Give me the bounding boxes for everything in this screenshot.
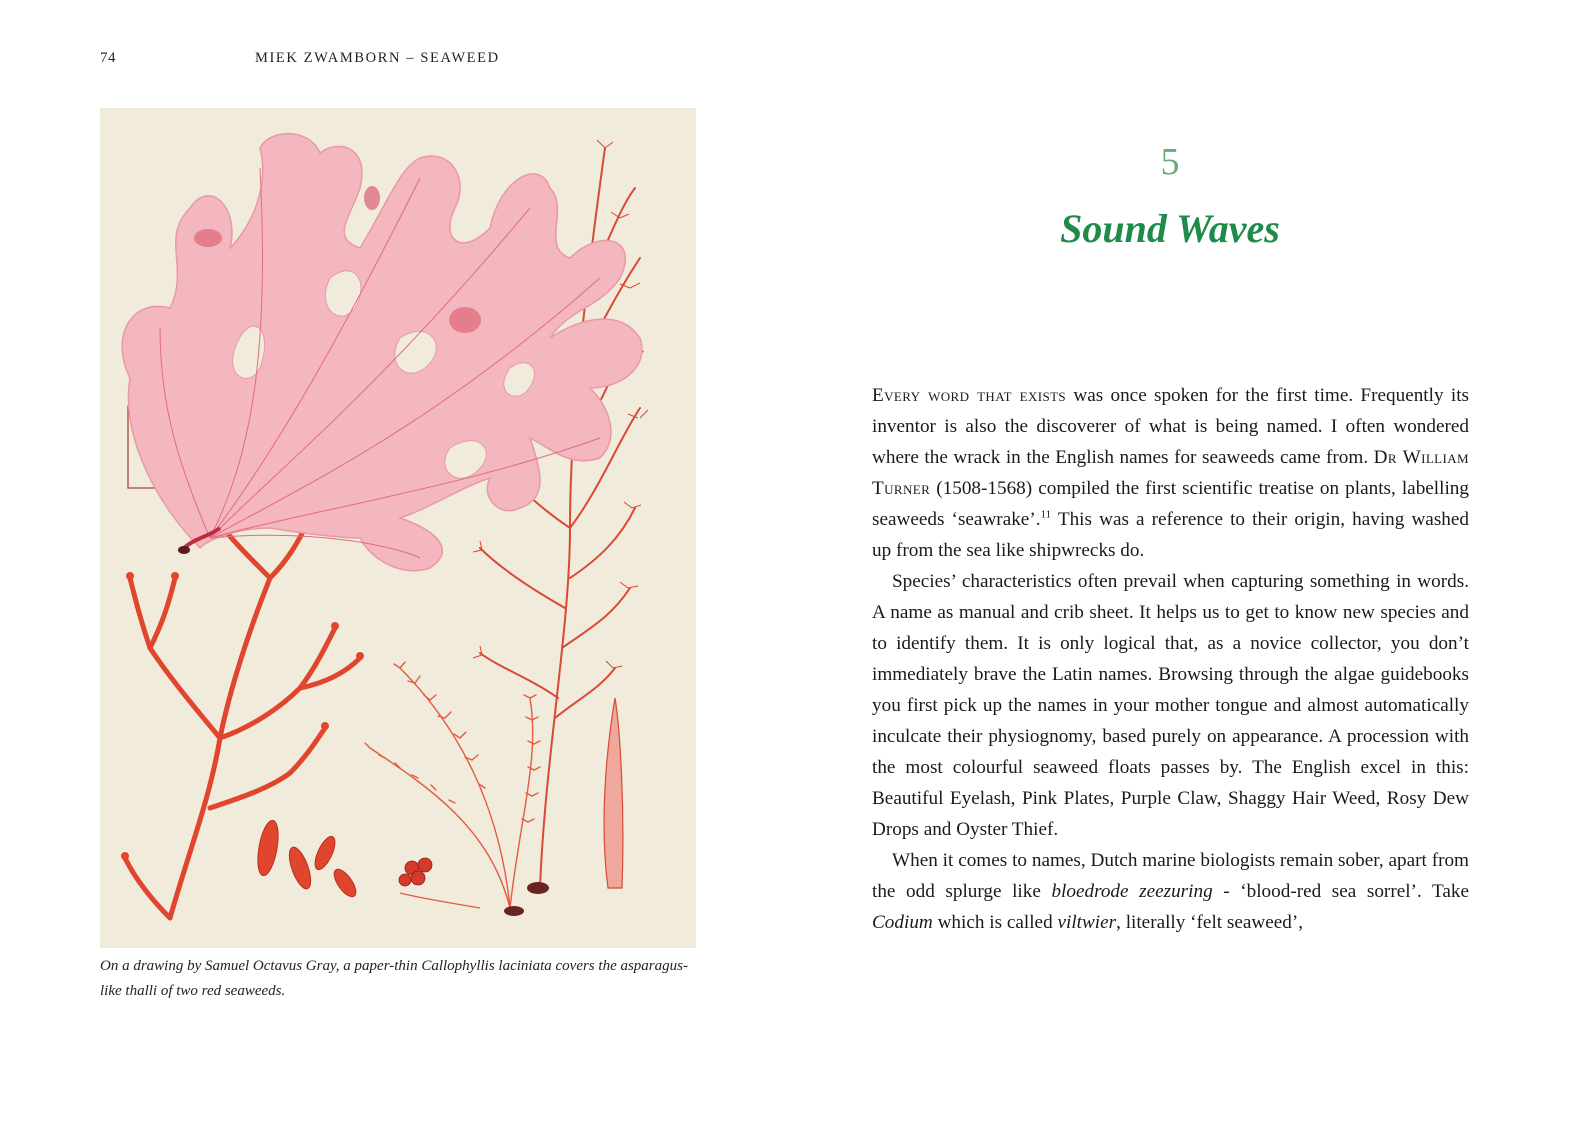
page-number: 74	[100, 50, 116, 66]
figure-caption: On a drawing by Samuel Octavus Gray, a paper-thin Callophyllis laciniata covers the asparagus-like thalli of two red seaweeds.	[100, 958, 688, 999]
paragraph-2: Species’ characteristics often prevail when capturing something in words. A name as manual and crib sheet. It helps us to get to know new species and to identify them. It is only logical that, as a novice collector, you don’t immediately brave the Latin names. Browsing through the algae guidebooks you first pick up the names in your mother tongue and almost automatically inculcate their physiognomy, based purely on appearance. A procession with the most colourful seaweed floats passes by. The English excel in this: Beautiful Eyelash, Pink Plates, Purple Claw, Shaggy Hair Weed, Rosy Dew Drops and Oyster Thief.	[872, 571, 1469, 840]
chapter-number: 5	[1160, 141, 1180, 183]
chapter-body	[872, 380, 1469, 938]
paragraph-3: When it comes to names, Dutch marine biologists remain sober, apart from the odd splurge like bloedrode zeezuring - ‘blood-red sea sorrel’. Take Codium which is called viltwier, literally ‘felt seaweed’,	[872, 850, 1469, 933]
running-head: MIEK ZWAMBORN – SEAWEED	[255, 50, 500, 66]
footnote-marker: 11	[1040, 508, 1052, 521]
seaweed-illustration	[100, 108, 696, 948]
paragraph-1: Every word that exists was once spoken for the first time. Frequently its inventor is also the discoverer of what is being named. I often wondered where the wrack in the English names for seaweeds came from. Dr William Turner (1508-1568) compiled the first scientific treatise on plants, labelling seaweeds ‘seawrake’.$^{11}$ This was a reference to their origin, having washed up from the sea like shipwrecks do.	[872, 385, 1470, 561]
lead-in: Every word that exists	[872, 385, 1067, 406]
chapter-title: Sound Waves	[1060, 206, 1280, 251]
person-name: Dr William Turner	[872, 447, 1470, 499]
